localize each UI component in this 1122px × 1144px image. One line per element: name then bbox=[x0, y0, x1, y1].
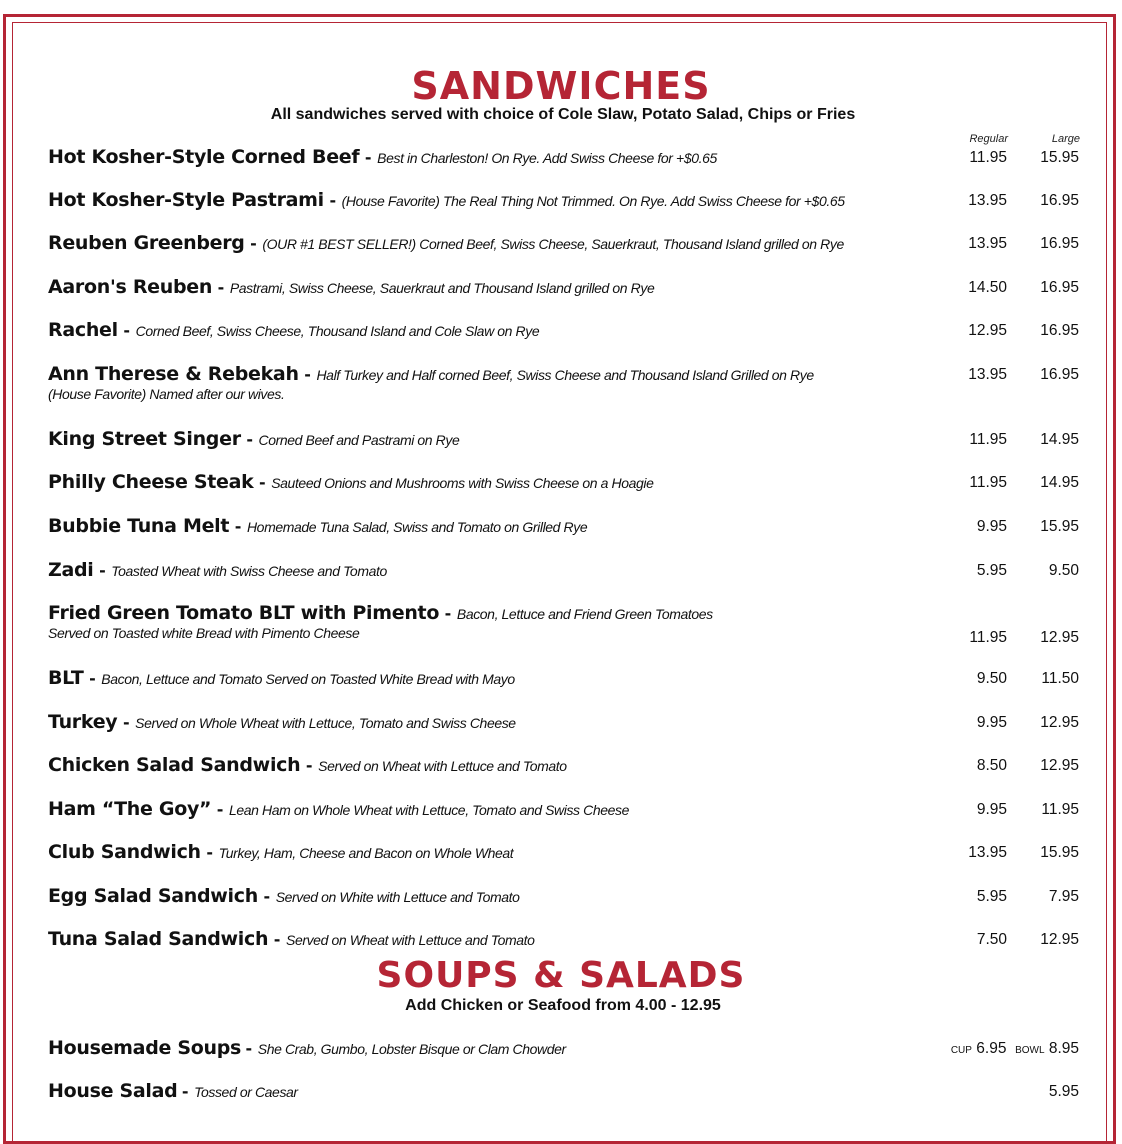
price-regular: 11.95 bbox=[969, 629, 1007, 646]
item-name: King Street Singer bbox=[48, 428, 241, 450]
item-name: Chicken Salad Sandwich bbox=[48, 754, 301, 776]
item-name: BLT bbox=[48, 667, 84, 689]
bowl-price: 8.95 bbox=[1048, 1040, 1079, 1057]
item-name: Hot Kosher-Style Corned Beef bbox=[48, 146, 360, 168]
column-header-regular: Regular bbox=[969, 133, 1008, 145]
item-description: Lean Ham on Whole Wheat with Lettuce, Tomato and Swiss Cheese bbox=[229, 802, 629, 818]
column-header-large: Large bbox=[1051, 133, 1080, 145]
item-description: Turkey, Ham, Cheese and Bacon on Whole Wheat bbox=[218, 845, 514, 861]
item-description: Corned Beef and Pastrami on Rye bbox=[258, 432, 460, 448]
price-large: 15.95 bbox=[1040, 844, 1079, 861]
price-regular: 9.95 bbox=[976, 518, 1007, 535]
price-regular: 13.95 bbox=[968, 192, 1007, 209]
price-large: 7.95 bbox=[1048, 888, 1079, 905]
price-large: 16.95 bbox=[1040, 235, 1079, 252]
item-description: Best in Charleston! On Rye. Add Swiss Cheese for +$0.65 bbox=[377, 150, 717, 166]
price-large: 14.95 bbox=[1040, 474, 1079, 491]
item-description: Served on Whole Wheat with Lettuce, Tomato and Swiss Cheese bbox=[135, 715, 516, 731]
item-name: Ham “The Goy” bbox=[48, 798, 212, 820]
price-regular: 8.50 bbox=[976, 757, 1007, 774]
price-regular: 7.50 bbox=[976, 931, 1007, 948]
price-large: 12.95 bbox=[1040, 757, 1079, 774]
item-name: Philly Cheese Steak bbox=[48, 471, 254, 493]
item-name: Turkey bbox=[48, 711, 118, 733]
price-regular: 13.95 bbox=[968, 366, 1007, 383]
menu-item: Turkey - Served on Whole Wheat with Lettuce, Tomato and Swiss Cheese 9.95 12.95 bbox=[48, 711, 1079, 733]
cup-label: CUP bbox=[950, 1045, 972, 1056]
price-regular: 11.95 bbox=[969, 149, 1007, 166]
soup-prices bbox=[951, 1040, 1079, 1058]
menu-item: Chicken Salad Sandwich - Served on Wheat with Lettuce and Tomato 8.50 12.95 bbox=[48, 754, 1079, 776]
menu-item: Philly Cheese Steak - Sauteed Onions and Mushrooms with Swiss Cheese on a Hoagie 11.95 14.95 bbox=[48, 471, 1079, 493]
menu-item: Reuben Greenberg - (OUR #1 BEST SELLER!) Corned Beef, Swiss Cheese, Sauerkraut, Thousand Island grilled on Rye 13.95 16.95 bbox=[48, 232, 1079, 254]
item-description-line2: (House Favorite) Named after our wives. bbox=[48, 386, 285, 402]
item-price: 5.95 bbox=[1048, 1083, 1079, 1100]
item-description: Homemade Tuna Salad, Swiss and Tomato on Grilled Rye bbox=[246, 519, 588, 535]
sandwiches-title: SANDWICHES bbox=[411, 64, 711, 108]
price-regular: 9.95 bbox=[976, 714, 1007, 731]
item-description-line2: Served on Toasted white Bread with Pimento Cheese bbox=[48, 625, 360, 641]
price-regular: 14.50 bbox=[968, 279, 1007, 296]
menu-item: Tuna Salad Sandwich - Served on Wheat with Lettuce and Tomato 7.50 12.95 bbox=[48, 928, 1079, 950]
item-name: Club Sandwich bbox=[48, 841, 201, 863]
menu-item: Rachel - Corned Beef, Swiss Cheese, Thousand Island and Cole Slaw on Rye 12.95 16.95 bbox=[48, 319, 1079, 341]
item-name: Ann Therese & Rebekah bbox=[48, 363, 299, 385]
sandwiches-subtitle: All sandwiches served with choice of Cole Slaw, Potato Salad, Chips or Fries bbox=[270, 106, 856, 123]
bowl-label: BOWL bbox=[1015, 1045, 1045, 1056]
item-name: Rachel bbox=[48, 319, 118, 341]
item-description: Toasted Wheat with Swiss Cheese and Tomato bbox=[111, 563, 387, 579]
item-description: Sauteed Onions and Mushrooms with Swiss Cheese on a Hoagie bbox=[271, 475, 654, 491]
item-name: Aaron's Reuben bbox=[48, 276, 213, 298]
menu-item: BLT - Bacon, Lettuce and Tomato Served on Toasted White Bread with Mayo 9.50 11.50 bbox=[48, 667, 1079, 689]
item-description: Tossed or Caesar bbox=[194, 1084, 298, 1100]
price-large: 9.50 bbox=[1048, 562, 1079, 579]
item-description: She Crab, Gumbo, Lobster Bisque or Clam Chowder bbox=[257, 1041, 566, 1057]
menu-item: Aaron's Reuben - Pastrami, Swiss Cheese, Sauerkraut and Thousand Island grilled on Rye 14.50 16.95 bbox=[48, 276, 1079, 298]
item-description: Bacon, Lettuce and Friend Green Tomatoes bbox=[456, 606, 713, 622]
menu-item: King Street Singer - Corned Beef and Pastrami on Rye 11.95 14.95 bbox=[48, 428, 1079, 450]
item-description: Served on Wheat with Lettuce and Tomato bbox=[318, 758, 567, 774]
item-description: Bacon, Lettuce and Tomato Served on Toasted White Bread with Mayo bbox=[101, 671, 515, 687]
menu-item-housemade-soups: Housemade Soups - She Crab, Gumbo, Lobster Bisque or Clam Chowder CUP 6.95 BOWL 8.95 bbox=[48, 1037, 1079, 1059]
price-large: 16.95 bbox=[1040, 322, 1079, 339]
price-large: 14.95 bbox=[1040, 431, 1079, 448]
price-regular: 9.95 bbox=[976, 801, 1007, 818]
menu-item: Fried Green Tomato BLT with Pimento - Bacon, Lettuce and Friend Green Tomatoes Served on Toasted white Bread with Pimento Cheese 11.95 12.95 bbox=[48, 602, 1079, 646]
menu-item: Hot Kosher-Style Corned Beef - Best in Charleston! On Rye. Add Swiss Cheese for +$0.65 11.95 15.95 bbox=[48, 146, 1079, 168]
item-name: Housemade Soups bbox=[48, 1037, 242, 1059]
item-name: Tuna Salad Sandwich bbox=[48, 928, 269, 950]
item-description: Half Turkey and Half corned Beef, Swiss Cheese and Thousand Island Grilled on Rye bbox=[316, 367, 814, 383]
item-description: Served on White with Lettuce and Tomato bbox=[275, 889, 520, 905]
item-name: Egg Salad Sandwich bbox=[48, 885, 258, 907]
item-description: Pastrami, Swiss Cheese, Sauerkraut and Thousand Island grilled on Rye bbox=[229, 280, 655, 296]
soups-salads-title: SOUPS & SALADS bbox=[376, 955, 746, 996]
item-description: (House Favorite) The Real Thing Not Trimmed. On Rye. Add Swiss Cheese for +$0.65 bbox=[341, 193, 845, 209]
menu-item: Bubbie Tuna Melt - Homemade Tuna Salad, Swiss and Tomato on Grilled Rye 9.95 15.95 bbox=[48, 515, 1079, 537]
menu-item: Egg Salad Sandwich - Served on White with Lettuce and Tomato 5.95 7.95 bbox=[48, 885, 1079, 907]
price-regular: 11.95 bbox=[969, 474, 1007, 491]
price-regular: 9.50 bbox=[976, 670, 1007, 687]
price-regular: 11.95 bbox=[969, 431, 1007, 448]
price-regular: 5.95 bbox=[976, 888, 1007, 905]
menu-item: Hot Kosher-Style Pastrami - (House Favorite) The Real Thing Not Trimmed. On Rye. Add Swiss Cheese for +$0.65 13.95 16.95 bbox=[48, 189, 1079, 211]
price-large: 15.95 bbox=[1040, 149, 1079, 166]
item-description: Corned Beef, Swiss Cheese, Thousand Island and Cole Slaw on Rye bbox=[135, 323, 540, 339]
item-name: House Salad bbox=[48, 1080, 178, 1102]
item-name: Zadi bbox=[48, 559, 94, 581]
item-description: (OUR #1 BEST SELLER!) Corned Beef, Swiss Cheese, Sauerkraut, Thousand Island grilled on Rye bbox=[262, 236, 844, 252]
item-name: Reuben Greenberg bbox=[48, 232, 245, 254]
price-regular: 5.95 bbox=[976, 562, 1007, 579]
price-large: 12.95 bbox=[1040, 714, 1079, 731]
price-regular: 13.95 bbox=[968, 844, 1007, 861]
cup-price: 6.95 bbox=[976, 1040, 1007, 1057]
price-large: 16.95 bbox=[1040, 192, 1079, 209]
item-description: Served on Wheat with Lettuce and Tomato bbox=[286, 932, 535, 948]
soups-salads-subtitle: Add Chicken or Seafood from 4.00 - 12.95 bbox=[405, 997, 721, 1014]
item-name: Bubbie Tuna Melt bbox=[48, 515, 230, 537]
price-large: 16.95 bbox=[1040, 279, 1079, 296]
price-large: 11.95 bbox=[1041, 801, 1079, 818]
price-large: 12.95 bbox=[1040, 931, 1079, 948]
price-large: 16.95 bbox=[1040, 366, 1079, 383]
item-name: Fried Green Tomato BLT with Pimento bbox=[48, 602, 440, 624]
item-name: Hot Kosher-Style Pastrami bbox=[48, 189, 324, 211]
price-regular: 12.95 bbox=[968, 322, 1007, 339]
menu-item: Club Sandwich - Turkey, Ham, Cheese and Bacon on Whole Wheat 13.95 15.95 bbox=[48, 841, 1079, 863]
menu-item: Ann Therese & Rebekah - Half Turkey and Half corned Beef, Swiss Cheese and Thousand Island Grilled on Rye (House Favorite) Named after our wives. 13.95 16.95 bbox=[48, 363, 1079, 402]
price-large: 15.95 bbox=[1040, 518, 1079, 535]
price-large: 11.50 bbox=[1041, 670, 1079, 687]
menu-item: Ham “The Goy” - Lean Ham on Whole Wheat with Lettuce, Tomato and Swiss Cheese 9.95 11.95 bbox=[48, 798, 1079, 820]
price-regular: 13.95 bbox=[968, 235, 1007, 252]
menu-item-house-salad: House Salad - Tossed or Caesar 5.95 bbox=[48, 1080, 1079, 1102]
price-large: 12.95 bbox=[1040, 629, 1079, 646]
menu-item: Zadi - Toasted Wheat with Swiss Cheese and Tomato 5.95 9.50 bbox=[48, 559, 1079, 581]
